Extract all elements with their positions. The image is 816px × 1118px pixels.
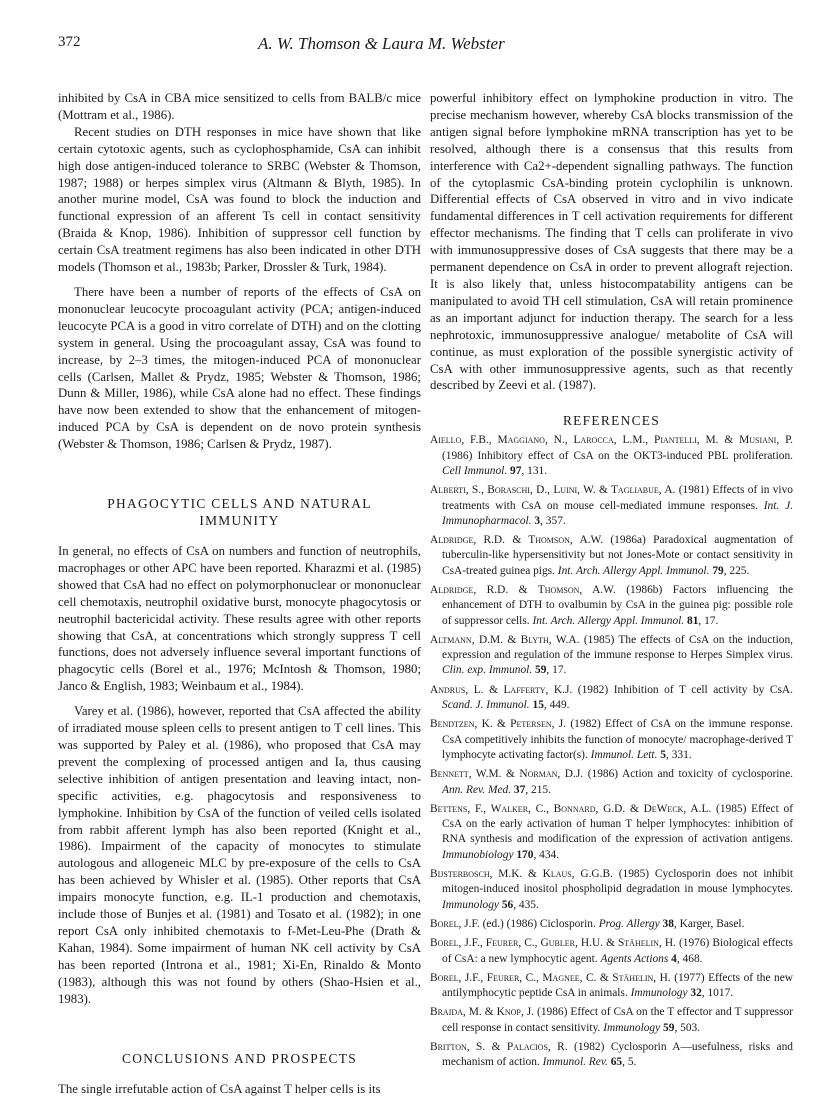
reference-volume: 4: [671, 952, 677, 965]
reference-item: [430, 583, 793, 629]
reference-item: [430, 767, 793, 798]
reference-pages: , 449.: [543, 699, 570, 712]
reference-title: (1986) Action and toxicity of cyclosporine.: [587, 768, 793, 781]
paragraph: There have been a number of reports of the effects of CsA on mononuclear leucocyte procoagulant activity (PCA; antigen-induced leucocyte PCA is a good in vitro correlate of DTH) and on the clotting system in general. Using the procoagulant assay, CsA was found to increase, by 2–3 times, the mitogen-induced PCA of mononuclear cells (Carlsen, Mallet & Prydz, 1985; Webster & Thomson, 1986; Dunn & Miller, 1986), while CsA alone had no effect. These findings have now been extended to show that the enhancement of mitogen-induced PCA by CsA is dependent on de novo protein synthesis (Webster & Thomson, 1986; Carlsen & Prydz, 1987).: [58, 284, 421, 452]
reference-item: [430, 971, 793, 1002]
reference-title: (1985) Effect of CsA on the early activation of human T helper lymphocytes: inhibition of RNA synthesis and modification of the expression of activation antigens.: [442, 802, 793, 846]
paragraph: inhibited by CsA in CBA mice sensitized to cells from BALB/c mice (Mottram et al., 1986).: [58, 91, 421, 122]
reference-title: (1986a) Paradoxical augmentation of tuberculin-like hypersensitivity but not Jones-Mote or contact sensitivity in CsA-treated guinea pigs.: [442, 534, 793, 577]
reference-title: (1986) Inhibitory effect of CsA on the OKT3-induced PBL proliferation.: [442, 449, 793, 462]
reference-volume: 5: [660, 748, 666, 761]
reference-pages: , 225.: [723, 564, 750, 577]
reference-item: [430, 533, 793, 579]
reference-volume: 59: [535, 664, 547, 677]
reference-authors: Andrus, L. & Lafferty, K.J.: [430, 683, 573, 696]
reference-volume: 59: [663, 1021, 675, 1034]
reference-item: [430, 717, 793, 763]
reference-title: (1986) Effect of CsA on the T effector and T suppressor cell response in contact sensitivity.: [442, 1006, 793, 1034]
reference-volume: 3: [534, 514, 541, 527]
reference-volume: 38: [662, 917, 674, 930]
reference-journal: Immunology: [603, 1021, 661, 1034]
reference-journal: Immunology: [442, 898, 499, 911]
reference-journal: Int. Arch. Allergy Appl. Immunol.: [532, 614, 685, 627]
reference-item: [430, 683, 793, 714]
reference-volume: 56: [501, 898, 514, 911]
reference-pages: , 5.: [622, 1056, 637, 1069]
reference-volume: 79: [712, 564, 724, 577]
reference-authors: Aldridge, R.D. & Thomson, A.W.: [430, 583, 616, 596]
reference-title: (ed.) (1986) Ciclosporin.: [482, 917, 596, 930]
reference-item: [430, 1040, 793, 1071]
reference-journal: Clin. exp. Immunol.: [442, 664, 533, 677]
reference-volume: 170: [516, 848, 534, 861]
reference-title: (1977) Effects of the new antilymphocytic peptide CsA in animals.: [442, 971, 793, 1000]
reference-title: (1986b) Factors influencing the enhancement of DTH to ovalbumin by CsA in the guinea pig: possible role of suppressor cells.: [442, 583, 794, 627]
reference-journal: Int. Arch. Allergy Appl. Immunol.: [557, 564, 710, 577]
running-head: A. W. Thomson & Laura M. Webster: [258, 34, 505, 53]
reference-authors: Bettens, F., Walker, C., Bonnard, G.D. & DeWeck, A.L.: [430, 802, 712, 815]
left-column: [58, 90, 421, 1097]
reference-journal: Immunol. Rev.: [542, 1056, 608, 1069]
reference-authors: Altmann, D.M. & Blyth, W.A.: [430, 633, 580, 646]
reference-title: (1985) The effects of CsA on the induction, expression and regulation of the immune response to Herpes Simplex virus.: [442, 633, 793, 662]
reference-title: (1982) Inhibition of T cell activity by CsA.: [577, 683, 793, 696]
reference-item: [430, 936, 793, 967]
reference-authors: Borel, J.F., Feurer, C., Magnee, C. & Stähelin, H.: [430, 971, 671, 984]
reference-pages: , 1017.: [701, 987, 734, 1000]
reference-title: (1976) Biological effects of CsA: a new lymphocytic agent.: [442, 937, 793, 965]
section-heading-line: PHAGOCYTIC CELLS AND NATURAL: [107, 496, 372, 512]
reference-pages: , 331.: [666, 748, 692, 761]
reference-volume: 32: [690, 987, 702, 1000]
reference-list: [430, 433, 793, 1070]
reference-authors: Aldridge, R.D. & Thomson, A.W.: [430, 534, 604, 547]
paragraph: Varey et al. (1986), however, reported that CsA affected the ability of irradiated mouse spleen cells to present antigen to T cell lines. This was supported by Paley et al. (1986), who proposed that CsA may prevent the complexing of processed antigen and Ia, thus causing selective inhibition of antigen presentation and leaving intact, non-specific activities, e.g. phagocytosis and responsiveness to lymphokine. Inhibition by CsA of the function of veiled cells isolated from rabbit afferent lymph has also been reported (Knight et al., 1986). Impairment of the capacity of monocytes to stimulate autologous and allogeneic MLC by pre-exposure of the cells to CsA has been achieved by Whisler et al. (1985). Other reports that CsA impairs monocyte function, e.g. IL-1 production and chemotaxis, include those of Bunjes et al. (1981) and Tosato et al. (1982); in one report CsA only inhibited chemotaxis to f-Met-Leu-Phe (Drath & Kahan, 1984). Some impairment of human NK cell activity by CsA has been reported (Introna et al., 1981; Xi-En, Rinaldo & Monto (1983), although this was not found by others (Shao-Hsien et al., 1983).: [58, 704, 421, 1006]
reference-pages: , 357.: [540, 514, 566, 527]
reference-volume: 97: [510, 464, 522, 477]
reference-volume: 37: [513, 783, 526, 796]
right-column: [430, 90, 793, 1075]
section-heading: CONCLUSIONS AND PROSPECTS: [122, 1050, 357, 1066]
reference-authors: Borel, J.F., Feurer, C., Gubler, H.U. & Stähelin, H.: [430, 937, 676, 950]
references-heading: REFERENCES: [562, 413, 661, 429]
reference-authors: Borel, J.F.: [430, 917, 480, 930]
reference-item: [430, 1005, 793, 1036]
reference-pages: , 17.: [546, 664, 567, 677]
reference-volume: 15: [532, 699, 544, 712]
reference-journal: Immunology: [630, 987, 688, 1000]
reference-volume: 65: [610, 1056, 623, 1069]
reference-journal: Ann. Rev. Med.: [442, 783, 512, 796]
reference-item: [430, 917, 793, 932]
reference-journal: Immunol. Lett.: [590, 748, 658, 761]
paragraph: powerful inhibitory effect on lymphokine production in vitro. The precise mechanism however, whereby CsA blocks transmission of the antigen signal before lymphokine mRNA transcription has yet to be resolved, although there is a consensus that this results from interference with Ca2+-dependent signalling pathways. The function of the cytoplasmic CsA-binding protein cyclophilin is unknown. Differential effects of CsA observed in vitro and in vivo indicate fundamental differences in T cell activation requirements for different effector mechanisms. The finding that T cells can proliferate in vivo with immunosuppressive doses of CsA suggests that there may be a permanent dependence on CsA in order to prevent allograft rejection. It is also likely that, unless histocompatability antigens can be manipulated to avoid TH cell stimulation, CsA will retain prominence as an important adjunct for induction therapy. The search for a less nephrotoxic, immunosuppressive analogue/ metabolite of CsA will continue, as must exploration of the possible synergistic activity of CsA with other immunosuppressive agents, such as that recently described by Zeevi et al. (1987).: [430, 91, 793, 393]
reference-authors: Bennett, W.M. & Norman, D.J.: [430, 768, 584, 781]
reference-pages: , 131.: [521, 464, 548, 477]
page-header: [58, 34, 776, 58]
page-number: 372: [58, 34, 81, 50]
paragraph: Recent studies on DTH responses in mice have shown that like certain cytotoxic agents, such as cyclophosphamide, CsA can inhibit high dose antigen-induced tolerance to SRBC (Webster & Thomson, 1987; 1988) or herpes simplex virus (Altmann & Blyth, 1985). In another murine model, CsA was found to block the induction and functional expression of an afferent Ts cell in contact sensitivity (Braida & Knop, 1986). Inhibition of suppressor cell function by certain CsA treatment regimens has also been indicated in other DTH models (Thomson et al., 1983b; Parker, Drossler & Turk, 1984).: [58, 124, 421, 275]
paragraph: In general, no effects of CsA on numbers and function of neutrophils, macrophages or other APC have been reported. Kharazmi et al. (1985) showed that CsA had no effect on polymorphonuclear or mononuclear cell chemotaxis, neutrophil oxidative burst, monocyte phagocytosis or neutrophil bactericidal activity. These results agree with other reports showing that CsA, at concentrations which strongly suppress T cell functions, does not adversely influence several important functions of phagocytic cells (Borel et al., 1976; McIntosh & Thomson, 1980; Janco & English, 1983; Weinbaum et al., 1984).: [58, 544, 421, 694]
reference-pages: , 215.: [525, 783, 551, 796]
reference-item: [430, 483, 793, 529]
section-heading: [58, 495, 421, 529]
reference-item: [430, 802, 793, 863]
reference-item: [430, 433, 793, 479]
reference-journal: Immunobiology: [442, 848, 514, 861]
reference-authors: Aiello, F.B., Maggiano, N., Larocca, L.M., Piantelli, M. & Musiani, P.: [430, 434, 793, 447]
reference-journal: Int. J. Immunopharmacol.: [442, 499, 793, 527]
reference-pages: , Karger, Basel.: [673, 917, 745, 930]
reference-journal: Prog. Allergy: [598, 917, 660, 930]
reference-journal: Agents Actions: [600, 952, 669, 965]
reference-authors: Braida, M. & Knop, J.: [430, 1006, 535, 1019]
reference-title: (1981) Effects of in vivo treatments with CsA on mouse cell-mediated immune responses.: [442, 484, 793, 512]
reference-pages: , 434.: [533, 848, 560, 861]
reference-authors: Alberti, S., Boraschi, D., Luini, W. & Tagliabue, A.: [430, 484, 676, 497]
reference-authors: Bendtzen, K. & Petersen, J.: [430, 718, 567, 731]
reference-item: [430, 867, 793, 913]
section-heading-line: IMMUNITY: [199, 513, 280, 529]
reference-authors: Britton, S. & Palacios, R.: [430, 1041, 568, 1053]
reference-pages: , 503.: [674, 1021, 701, 1034]
paragraph: The single irrefutable action of CsA against T helper cells is its: [58, 1081, 381, 1096]
reference-title: (1982) Effect of CsA on the immune response. CsA competitively inhibits the function of monocyte/ macrophage-derived T lymphocyte activating factor(s).: [442, 718, 793, 761]
reference-item: [430, 633, 793, 679]
reference-pages: , 468.: [676, 952, 703, 965]
reference-authors: Bijsterbosch, M.K. & Klaus, G.G.B.: [430, 868, 613, 881]
reference-title: (1982) Cyclosporin A—usefulness, risks and mechanism of action.: [442, 1041, 794, 1069]
reference-pages: , 435.: [513, 898, 539, 911]
reference-title: (1985) Cyclosporin does not inhibit mitogen-induced inositol phospholipid degradation in mouse lymphocytes.: [442, 868, 793, 896]
reference-journal: Cell Immunol.: [442, 464, 508, 477]
reference-volume: 81: [687, 614, 699, 627]
reference-journal: Scand. J. Immunol.: [442, 699, 530, 712]
reference-pages: , 17.: [698, 614, 719, 627]
